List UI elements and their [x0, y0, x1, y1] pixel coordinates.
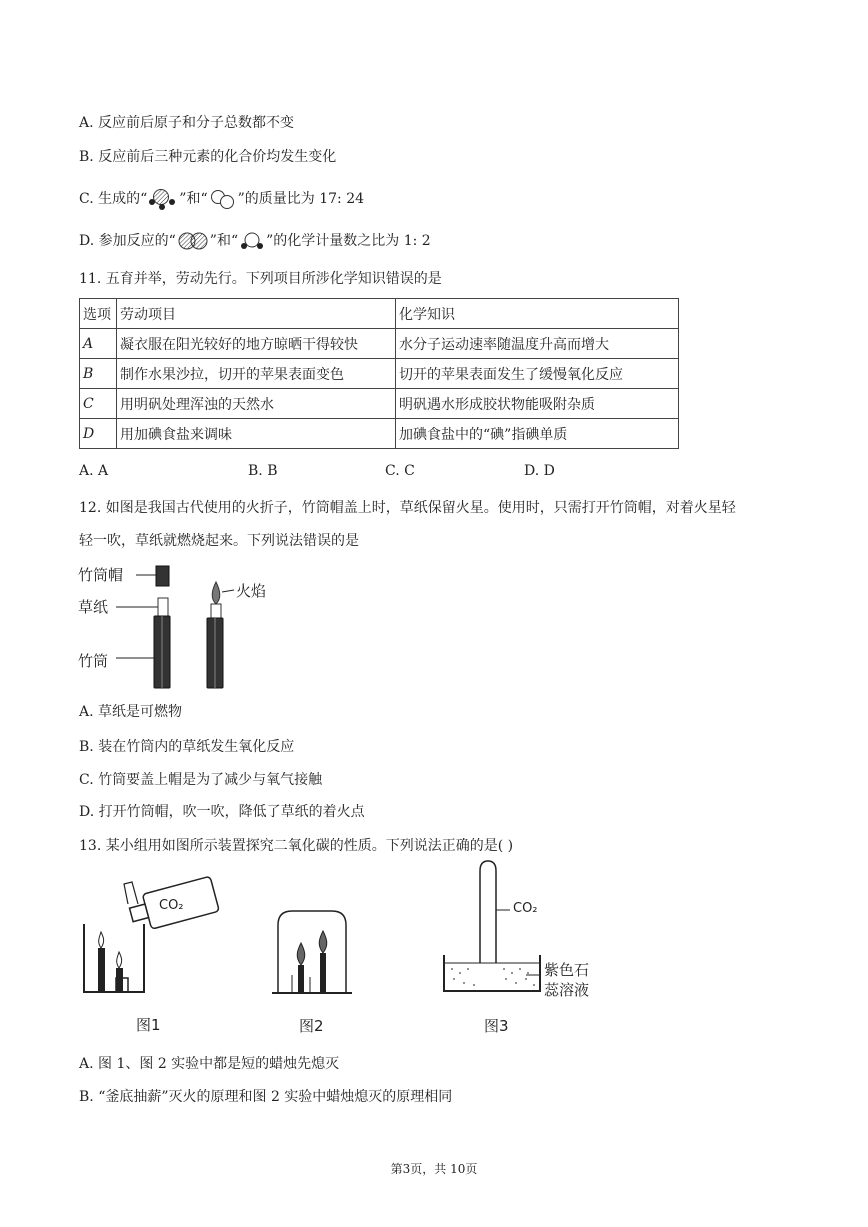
- table-header-row: [80, 299, 679, 329]
- q11-table: [79, 298, 679, 449]
- table-row: [80, 359, 679, 389]
- label-bamboo-cap: 竹筒帽: [78, 566, 124, 584]
- table-header-cell: 化学知识: [396, 299, 679, 329]
- q11-choice-c: C. C: [385, 463, 415, 479]
- table-cell: 用明矾处理浑浊的天然水: [117, 389, 396, 419]
- q12-stem-line2: 轻一吹，草纸就燃烧起来。下列说法错误的是: [79, 533, 359, 549]
- q12-option-a: A. 草纸是可燃物: [79, 704, 183, 720]
- page-footer: 第3页，共 10页: [390, 1162, 478, 1176]
- table-row: [80, 389, 679, 419]
- q13-option-b: B. “釜底抽薪”灭火的原理和图 2 实验中蜡烛熄灭的原理相同: [79, 1089, 453, 1105]
- molecule-circle-with-two-small-icon: [238, 230, 266, 252]
- fig3-caption: 图3: [484, 1017, 509, 1035]
- fire-starter-figure: [76, 560, 296, 695]
- q10-option-b: B. 反应前后三种元素的化合价均发生变化: [79, 149, 337, 165]
- table-cell: 明矾遇水形成胶状物能吸附杂质: [396, 389, 679, 419]
- table-cell: 加碘食盐中的“碘”指碘单质: [396, 419, 679, 449]
- fig1-co2-label: CO₂: [159, 898, 184, 913]
- q13-option-a: A. 图 1、图 2 实验中都是短的蜡烛先熄灭: [79, 1056, 340, 1072]
- table-cell: 切开的苹果表面发生了缓慢氧化反应: [396, 359, 679, 389]
- bell-jar-candles-drawing: [270, 905, 360, 1000]
- table-row: [80, 419, 679, 449]
- molecule-hatched-with-three-small-icon: [147, 187, 179, 211]
- table-header-cell: 劳动项目: [117, 299, 396, 329]
- table-cell: 水分子运动速率随温度升高而增大: [396, 329, 679, 359]
- q12-option-d: D. 打开竹筒帽，吹一吹，降低了草纸的着火点: [79, 804, 365, 820]
- figure-2: [270, 905, 360, 1045]
- q11-choice-b: B. B: [248, 463, 278, 479]
- figure-1: [76, 874, 226, 1044]
- label-paper: 草纸: [78, 598, 109, 616]
- table-row: [80, 329, 679, 359]
- label-flame: 火焰: [236, 582, 267, 600]
- figure-3: [440, 855, 610, 1045]
- q12-option-c: C. 竹筒要盖上帽是为了减少与氧气接触: [79, 772, 323, 788]
- q10-option-d: D. 参加反应的“ ”和“ ”的化学计量数之比为 1: 2: [79, 230, 431, 252]
- table-cell: 用加碘食盐来调味: [117, 419, 396, 449]
- table-cell: C: [80, 389, 117, 419]
- q12-option-b: B. 装在竹筒内的草纸发生氧化反应: [79, 739, 295, 755]
- fig3-liquid-label-line1: 紫色石: [544, 961, 590, 979]
- molecule-two-white-circles-icon: [208, 187, 238, 211]
- q11-stem: 11. 五育并举，劳动先行。下列项目所涉化学知识错误的是: [79, 271, 442, 287]
- fig3-liquid-label-line2: 蕊溶液: [544, 981, 590, 999]
- fig1-caption: 图1: [136, 1016, 161, 1034]
- q10-option-a: A. 反应前后原子和分子总数都不变: [79, 115, 295, 131]
- q13-stem: 13. 某小组用如图所示装置探究二氧化碳的性质。下列说法正确的是( ): [79, 838, 514, 854]
- table-cell: D: [80, 419, 117, 449]
- table-cell: B: [80, 359, 117, 389]
- table-cell: 凝衣服在阳光较好的地方晾晒干得较快: [117, 329, 396, 359]
- fig2-caption: 图2: [299, 1017, 324, 1035]
- table-header-cell: 选项: [80, 299, 117, 329]
- q10-option-c: C. 生成的“ ”和“ ”的质量比为 17: 24: [79, 187, 364, 211]
- q11-choice-a: A. A: [79, 463, 109, 479]
- fig3-co2-label: CO₂: [513, 901, 538, 916]
- q11-choice-d: D. D: [524, 463, 555, 479]
- table-cell: 制作水果沙拉，切开的苹果表面变色: [117, 359, 396, 389]
- beaker-pouring-co2-drawing: [76, 874, 226, 999]
- table-cell: A: [80, 329, 117, 359]
- molecule-two-hatched-circles-icon: [176, 230, 210, 252]
- q12-stem-line1: 12. 如图是我国古代使用的火折子，竹筒帽盖上时，草纸保留火星。使用时，只需打开竹筒帽，对着火星轻: [79, 500, 736, 516]
- label-bamboo-tube: 竹筒: [78, 652, 109, 670]
